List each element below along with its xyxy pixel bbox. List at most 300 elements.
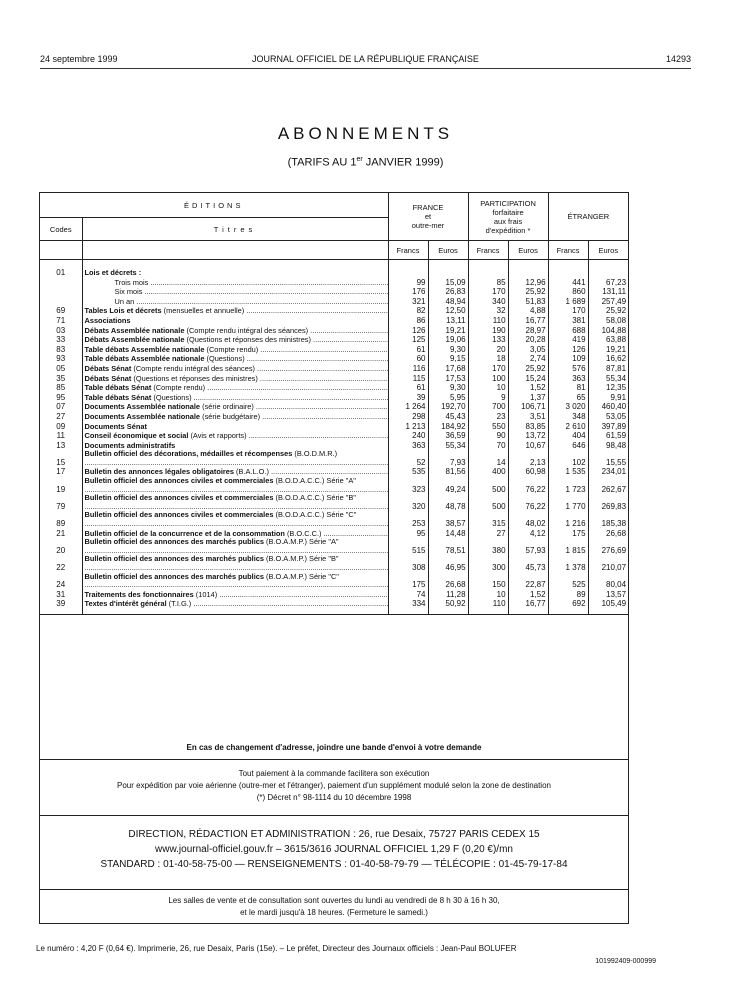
table-row xyxy=(40,297,628,307)
row-price: 110 xyxy=(468,316,508,326)
row-price: 9,30 xyxy=(428,345,468,355)
row-price: 26,68 xyxy=(588,529,628,539)
payment-line: (*) Décret n° 98-1114 du 10 décembre 1998 xyxy=(256,793,412,802)
row-price: 81 xyxy=(548,383,588,393)
etranger-header: ÉTRANGER xyxy=(548,193,628,241)
row-title-detail: (Questions) ..... xyxy=(204,354,388,363)
table-row xyxy=(40,477,628,494)
table-row xyxy=(40,354,628,364)
row-price: 83,85 xyxy=(508,422,548,432)
row-title-detail: (B.O.C.C.) ..... xyxy=(285,529,388,538)
row-price: 9,91 xyxy=(588,393,628,403)
row-price: 700 xyxy=(468,402,508,412)
row-title xyxy=(82,450,388,467)
row-price: 16,77 xyxy=(508,599,548,614)
row-price: 102 xyxy=(548,450,588,467)
row-code: 20 xyxy=(56,545,66,555)
row-price xyxy=(588,260,628,278)
row-code: 03 xyxy=(56,325,66,335)
table-row xyxy=(40,538,628,555)
row-price: 19,21 xyxy=(428,326,468,336)
row-price: 257,49 xyxy=(588,297,628,307)
row-price: 13,11 xyxy=(428,316,468,326)
row-title xyxy=(82,374,388,384)
row-price: 28,97 xyxy=(508,326,548,336)
row-code: 09 xyxy=(56,421,66,431)
row-code xyxy=(40,297,82,307)
row-price: 323 xyxy=(388,477,428,494)
direction-box xyxy=(40,819,628,885)
table-row xyxy=(40,573,628,590)
currency-header: Francs xyxy=(388,241,428,260)
row-price: 400 xyxy=(468,467,508,477)
row-price: 262,67 xyxy=(588,477,628,494)
row-code: 11 xyxy=(56,431,65,441)
row-price: 210,07 xyxy=(588,555,628,572)
row-price: 48,94 xyxy=(428,297,468,307)
row-price: 12,50 xyxy=(428,306,468,316)
page-header xyxy=(40,54,691,69)
row-price: 363 xyxy=(388,441,428,451)
row-title xyxy=(82,412,388,422)
row-price: 12,96 xyxy=(508,278,548,288)
row-price: 126 xyxy=(388,326,428,336)
row-title-bold: Débats Sénat xyxy=(84,373,132,383)
row-title-detail: (mensuelles et annuelle) ..... xyxy=(162,306,388,315)
direction-phones: STANDARD : 01-40-58-75-00 — RENSEIGNEMENTS : 01-40-58-79-79 — TÉLÉCOPIE : 01-45-79-17-84 xyxy=(100,859,568,870)
row-title-bold: Bulletin officiel des annonces des marchés publics xyxy=(84,572,264,581)
row-title-detail: Trois mois ..... xyxy=(115,278,389,287)
participation-line-2: forfaitaire xyxy=(492,207,524,217)
row-title xyxy=(82,316,388,326)
row-price: 184,92 xyxy=(428,422,468,432)
row-code: 22 xyxy=(56,563,66,572)
row-code: 15 xyxy=(56,457,66,467)
row-price: 20,28 xyxy=(508,335,548,345)
footer-code: 101992409-000999 xyxy=(595,958,656,965)
row-price: 85 xyxy=(468,278,508,288)
row-price: 14,48 xyxy=(428,529,468,539)
row-code: 19 xyxy=(56,484,66,494)
currency-header: Euros xyxy=(588,241,628,260)
row-title-detail: (Compte rendu) ..... xyxy=(151,383,388,392)
row-title-bold: Bulletin officiel des annonces des marchés publics xyxy=(84,538,264,547)
table-row xyxy=(40,511,628,528)
row-price: 381 xyxy=(548,316,588,326)
row-price: 76,22 xyxy=(508,477,548,494)
row-price: 131,11 xyxy=(588,287,628,297)
row-price: 87,81 xyxy=(588,364,628,374)
row-price: 48,02 xyxy=(508,511,548,528)
direction-address: DIRECTION, RÉDACTION ET ADMINISTRATION : 26, rue Desaix, 75727 PARIS CEDEX 15 xyxy=(128,829,540,840)
tariffs-table xyxy=(40,193,628,615)
currency-header: Francs xyxy=(468,241,508,260)
table-row xyxy=(40,393,628,403)
row-code: 69 xyxy=(56,306,66,316)
row-code: 95 xyxy=(56,392,66,402)
row-price: 380 xyxy=(468,538,508,555)
row-price: 82 xyxy=(388,306,428,316)
row-price: 269,83 xyxy=(588,494,628,511)
blank-header-cell xyxy=(40,241,82,260)
row-price: 61,59 xyxy=(588,431,628,441)
row-code: 89 xyxy=(56,519,66,529)
row-title xyxy=(82,364,388,374)
sales-line: Les salles de vente et de consultation sont ouvertes du lundi au vendredi de 8 h 30 à 16 h 30, xyxy=(168,896,500,905)
row-price: 11,28 xyxy=(428,590,468,600)
row-title-detail: (série budgétaire) ..... xyxy=(200,412,388,421)
row-price: 234,01 xyxy=(588,467,628,477)
direction-web: www.journal-officiel.gouv.fr – 3615/3616 JOURNAL OFFICIEL 1,29 F (0,20 €)/mn xyxy=(155,844,513,855)
sales-hours-box xyxy=(39,890,629,924)
row-price: 45,73 xyxy=(508,555,548,572)
row-title-bold: Débats Assemblée nationale xyxy=(84,325,185,335)
page-subtitle xyxy=(0,156,731,169)
row-price: 9 xyxy=(468,393,508,403)
row-title-detail: Un an ..... xyxy=(115,297,389,306)
row-price: 1 264 xyxy=(388,402,428,412)
row-title xyxy=(82,383,388,393)
row-price: 15,55 xyxy=(588,450,628,467)
row-code: 83 xyxy=(56,344,66,354)
payment-box xyxy=(40,763,628,816)
table-row xyxy=(40,402,628,412)
row-price: 692 xyxy=(548,599,588,614)
row-price: 3,05 xyxy=(508,345,548,355)
row-price: 61 xyxy=(388,345,428,355)
currency-header: Euros xyxy=(508,241,548,260)
row-price: 3 020 xyxy=(548,402,588,412)
row-title xyxy=(82,538,388,555)
row-price: 500 xyxy=(468,477,508,494)
row-price: 300 xyxy=(468,555,508,572)
row-title-bold: Conseil économique et social xyxy=(84,431,189,441)
row-price: 9,15 xyxy=(428,354,468,364)
row-title-bold: Tables Lois et décrets xyxy=(84,306,162,316)
row-title-bold: Table débats Assemblée nationale xyxy=(84,344,205,354)
row-price: 106,71 xyxy=(508,402,548,412)
tariffs-box xyxy=(39,192,629,890)
row-code xyxy=(40,287,82,297)
row-price: 65 xyxy=(548,393,588,403)
row-title-detail: (Questions) ..... xyxy=(151,393,388,402)
row-price: 3,51 xyxy=(508,412,548,422)
row-price xyxy=(428,260,468,278)
row-price: 99 xyxy=(388,278,428,288)
row-price: 60 xyxy=(388,354,428,364)
row-price: 20 xyxy=(468,345,508,355)
table-row xyxy=(40,278,628,288)
row-code xyxy=(40,278,82,288)
row-title-detail: (T.I.G.) ..... xyxy=(167,599,388,608)
row-price: 1,52 xyxy=(508,590,548,600)
payment-line: Tout paiement à la commande facilitera son exécution xyxy=(238,769,430,778)
row-price: 185,38 xyxy=(588,511,628,528)
row-price: 125 xyxy=(388,335,428,345)
row-price: 1 689 xyxy=(548,297,588,307)
sales-line: et le mardi jusqu'à 18 heures. (Fermeture le samedi.) xyxy=(240,908,428,917)
row-code: 79 xyxy=(56,501,66,511)
row-price: 27 xyxy=(468,529,508,539)
row-price: 2 610 xyxy=(548,422,588,432)
row-title-detail: (Compte rendu intégral des séances) ..... xyxy=(131,364,388,373)
table-row xyxy=(40,316,628,326)
row-title-detail: (B.O.A.M.P.) Série "A" ..... xyxy=(85,538,389,555)
row-price: 110 xyxy=(468,599,508,614)
row-price: 17,53 xyxy=(428,374,468,384)
row-title-detail: (B.O.A.M.P.) Série "B" ..... xyxy=(85,555,389,572)
table-row xyxy=(40,383,628,393)
row-title-bold: Textes d'intérêt général xyxy=(84,599,167,609)
row-price: 53,05 xyxy=(588,412,628,422)
participation-line-1: PARTICIPATION xyxy=(480,198,536,208)
row-price: 61 xyxy=(388,383,428,393)
address-change-notice: En cas de changement d'adresse, joindre une bande d'envoi à votre demande xyxy=(40,737,628,760)
row-price: 13,72 xyxy=(508,431,548,441)
row-price: 51,83 xyxy=(508,297,548,307)
row-price: 58,08 xyxy=(588,316,628,326)
row-title-detail: (B.O.D.A.C.C.) Série "A" ..... xyxy=(85,477,389,494)
row-price: 315 xyxy=(468,511,508,528)
row-code: 31 xyxy=(56,589,66,599)
row-code: 71 xyxy=(56,315,66,325)
row-title xyxy=(82,297,388,307)
row-price: 334 xyxy=(388,599,428,614)
row-price xyxy=(548,260,588,278)
row-price: 1,37 xyxy=(508,393,548,403)
row-price xyxy=(508,260,548,278)
row-title-bold: Débats Sénat xyxy=(84,363,132,373)
row-price: 115 xyxy=(388,374,428,384)
row-price: 253 xyxy=(388,511,428,528)
row-price: 276,69 xyxy=(588,538,628,555)
table-row xyxy=(40,555,628,572)
row-price: 4,12 xyxy=(508,529,548,539)
row-title xyxy=(82,393,388,403)
row-price: 76,22 xyxy=(508,494,548,511)
row-title xyxy=(82,529,388,539)
row-price: 1 815 xyxy=(548,538,588,555)
row-price: 320 xyxy=(388,494,428,511)
row-title xyxy=(82,494,388,511)
codes-header: Codes xyxy=(40,218,82,241)
table-row xyxy=(40,467,628,477)
table-row xyxy=(40,306,628,316)
france-header xyxy=(388,193,468,241)
row-code: 13 xyxy=(56,440,66,450)
header-page-number: 14293 xyxy=(665,54,691,64)
row-price: 646 xyxy=(548,441,588,451)
row-title-bold: Traitements des fonctionnaires xyxy=(84,589,194,599)
row-price: 1 535 xyxy=(548,467,588,477)
row-price: 86 xyxy=(388,316,428,326)
row-price: 1 770 xyxy=(548,494,588,511)
row-code: 27 xyxy=(56,411,66,421)
row-price: 419 xyxy=(548,335,588,345)
row-title-detail: (Compte rendu intégral des séances) ..... xyxy=(184,326,388,335)
row-price: 348 xyxy=(548,412,588,422)
table-row xyxy=(40,335,628,345)
page-title: ABONNEMENTS xyxy=(277,124,454,143)
row-price: 175 xyxy=(388,573,428,590)
table-row xyxy=(40,529,628,539)
row-title xyxy=(82,326,388,336)
row-price: 25,92 xyxy=(588,306,628,316)
row-price: 60,98 xyxy=(508,467,548,477)
row-price: 404 xyxy=(548,431,588,441)
row-price: 10 xyxy=(468,383,508,393)
row-title-bold: Documents Assemblée nationale xyxy=(84,411,201,421)
table-row xyxy=(40,345,628,355)
row-price xyxy=(468,260,508,278)
row-price: 38,57 xyxy=(428,511,468,528)
row-price: 240 xyxy=(388,431,428,441)
subtitle-sup: er xyxy=(356,156,363,163)
table-row xyxy=(40,494,628,511)
table-row xyxy=(40,326,628,336)
row-title-detail: (B.A.L.O.) ..... xyxy=(234,467,388,476)
row-title-bold: Documents Assemblée nationale xyxy=(84,402,201,412)
row-title-detail: (B.O.A.M.P.) Série "C" ..... xyxy=(85,573,389,590)
row-title-bold: Table débats Assemblée nationale xyxy=(84,354,205,364)
row-price: 176 xyxy=(388,287,428,297)
row-price: 19,21 xyxy=(588,345,628,355)
row-title-bold: Associations xyxy=(84,315,131,325)
row-price: 25,92 xyxy=(508,287,548,297)
row-price: 170 xyxy=(468,287,508,297)
row-price: 4,88 xyxy=(508,306,548,316)
page-footer: Le numéro : 4,20 F (0,64 €). Imprimerie, 26, rue Desaix, Paris (15e). – Le préfet, Directeur des Journaux officiels : Jean-Paul BOLUFER xyxy=(36,944,517,953)
row-title-bold: Débats Assemblée nationale xyxy=(84,335,185,345)
row-title-bold: Lois et décrets : xyxy=(84,268,142,277)
row-price: 9,30 xyxy=(428,383,468,393)
row-price: 109 xyxy=(548,354,588,364)
row-title xyxy=(82,402,388,412)
row-code: 17 xyxy=(56,467,66,477)
row-code: 21 xyxy=(56,528,66,538)
row-price: 80,04 xyxy=(588,573,628,590)
row-title xyxy=(82,278,388,288)
row-price: 15,24 xyxy=(508,374,548,384)
row-price: 15,09 xyxy=(428,278,468,288)
row-price: 170 xyxy=(468,364,508,374)
row-price: 49,24 xyxy=(428,477,468,494)
row-price: 105,49 xyxy=(588,599,628,614)
row-price: 63,88 xyxy=(588,335,628,345)
row-price: 126 xyxy=(548,345,588,355)
table-row xyxy=(40,412,628,422)
row-title xyxy=(82,467,388,477)
row-price: 39 xyxy=(388,393,428,403)
row-price: 1 378 xyxy=(548,555,588,572)
row-price: 441 xyxy=(548,278,588,288)
row-price: 19,06 xyxy=(428,335,468,345)
table-row xyxy=(40,431,628,441)
row-price: 308 xyxy=(388,555,428,572)
row-title-bold: Bulletin officiel de la concurrence et de la consommation xyxy=(84,528,285,538)
row-title-detail: (Compte rendu) ..... xyxy=(204,345,388,354)
row-price: 175 xyxy=(548,529,588,539)
row-title-detail: (Questions et réponses des ministres) ..... xyxy=(131,374,388,383)
row-title xyxy=(82,590,388,600)
row-price: 363 xyxy=(548,374,588,384)
row-price: 550 xyxy=(468,422,508,432)
row-price: 190 xyxy=(468,326,508,336)
row-price: 50,92 xyxy=(428,599,468,614)
row-code: 39 xyxy=(40,599,82,614)
table-row xyxy=(40,599,628,614)
row-price: 12,35 xyxy=(588,383,628,393)
header-date: 24 septembre 1999 xyxy=(40,54,118,64)
row-price: 192,70 xyxy=(428,402,468,412)
row-price: 1 216 xyxy=(548,511,588,528)
row-price: 26,68 xyxy=(428,573,468,590)
row-title-bold: Bulletin officiel des annonces des marchés publics xyxy=(84,555,264,564)
france-line-1: FRANCE xyxy=(412,203,444,212)
table-row xyxy=(40,374,628,384)
row-price: 67,23 xyxy=(588,278,628,288)
row-code: 24 xyxy=(56,580,66,590)
row-title xyxy=(82,422,388,432)
blank-header-cell xyxy=(82,241,388,260)
row-price: 100 xyxy=(468,374,508,384)
row-price: 16,62 xyxy=(588,354,628,364)
currency-header: Euros xyxy=(428,241,468,260)
row-price: 95 xyxy=(388,529,428,539)
row-title-detail: Six mois ..... xyxy=(115,287,389,296)
row-price: 170 xyxy=(548,306,588,316)
row-price: 55,34 xyxy=(588,374,628,384)
row-price: 576 xyxy=(548,364,588,374)
row-title-bold: Documents administratifs xyxy=(84,440,176,450)
row-title-detail: (B.O.D.M.R.) ..... xyxy=(85,450,389,467)
row-price: 32 xyxy=(468,306,508,316)
row-title xyxy=(82,260,388,278)
row-price: 18 xyxy=(468,354,508,364)
row-title-detail: (Avis et rapports) ..... xyxy=(188,431,388,440)
row-code: 85 xyxy=(56,383,66,393)
row-price: 116 xyxy=(388,364,428,374)
row-price: 5,95 xyxy=(428,393,468,403)
table-row xyxy=(40,422,628,432)
row-price: 688 xyxy=(548,326,588,336)
row-title xyxy=(82,555,388,572)
row-price: 10,67 xyxy=(508,441,548,451)
row-title-bold: Bulletin officiel des décorations, médailles et récompenses xyxy=(84,450,293,459)
row-price: 17,68 xyxy=(428,364,468,374)
row-price: 1,52 xyxy=(508,383,548,393)
row-price: 7,93 xyxy=(428,450,468,467)
row-price: 25,92 xyxy=(508,364,548,374)
participation-line-3: aux frais xyxy=(493,216,523,226)
row-price: 525 xyxy=(548,573,588,590)
participation-line-4: d'expédition * xyxy=(485,225,531,235)
row-price: 74 xyxy=(388,590,428,600)
row-price: 89 xyxy=(548,590,588,600)
table-row xyxy=(40,287,628,297)
table-row xyxy=(40,590,628,600)
row-price: 57,93 xyxy=(508,538,548,555)
row-price: 535 xyxy=(388,467,428,477)
subtitle-pre: (TARIFS AU 1 xyxy=(287,156,357,169)
row-title xyxy=(82,287,388,297)
row-price: 36,59 xyxy=(428,431,468,441)
row-code: 35 xyxy=(56,373,66,383)
row-price: 150 xyxy=(468,573,508,590)
row-price xyxy=(388,260,428,278)
row-title xyxy=(82,441,388,451)
row-price: 55,34 xyxy=(428,441,468,451)
